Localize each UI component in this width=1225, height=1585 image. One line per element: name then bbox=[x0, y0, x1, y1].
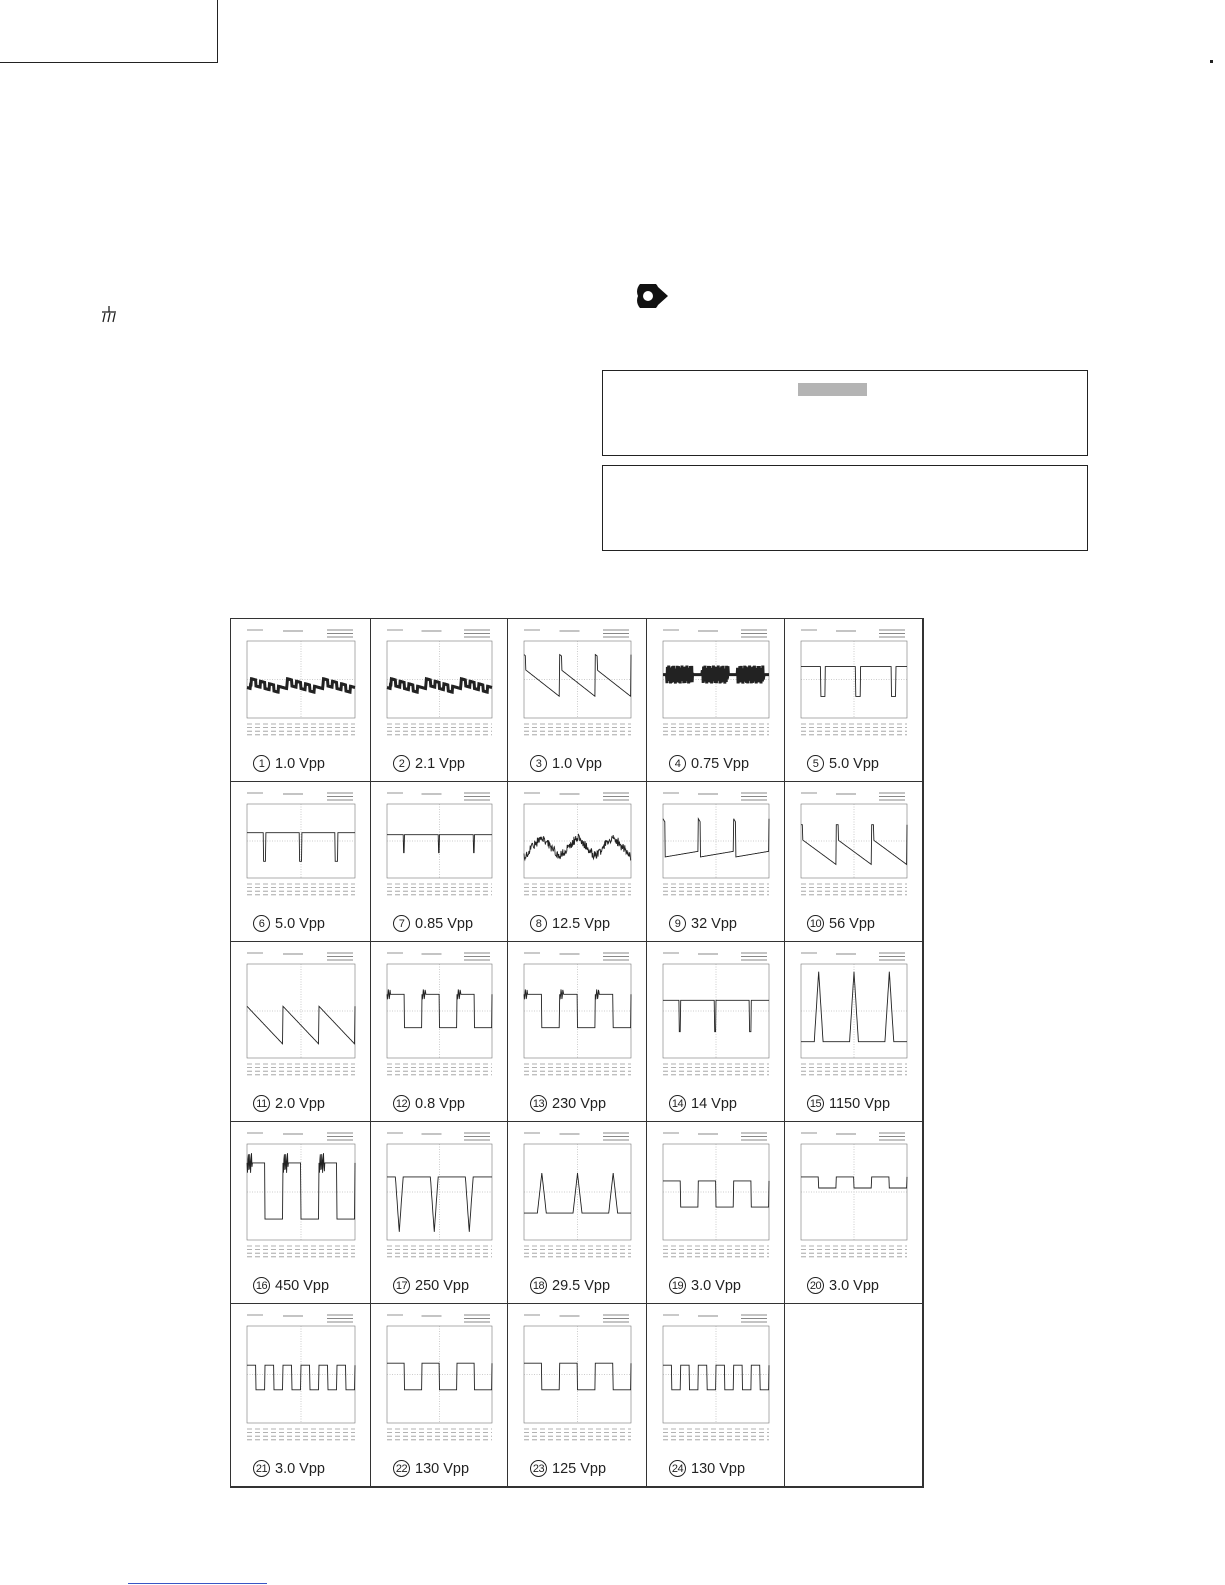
waveform-cell bbox=[371, 619, 508, 782]
waveform-caption bbox=[669, 1460, 745, 1477]
waveform-voltage: 250 Vpp bbox=[415, 1277, 470, 1294]
waveform-number: 1 bbox=[253, 755, 270, 772]
waveform-voltage: 2.1 Vpp bbox=[415, 755, 465, 772]
waveform-voltage: 130 Vpp bbox=[691, 1460, 746, 1477]
oscilloscope-screen bbox=[795, 1130, 913, 1262]
waveform-number: 14 bbox=[669, 1095, 686, 1112]
oscilloscope-screen bbox=[381, 1130, 498, 1262]
waveform-number: 8 bbox=[530, 915, 547, 932]
corner-mark bbox=[1210, 60, 1213, 63]
oscilloscope-screen bbox=[241, 1130, 361, 1262]
waveform-number: 21 bbox=[253, 1460, 270, 1477]
oscilloscope-screen bbox=[657, 1312, 775, 1445]
waveform-voltage: 3.0 Vpp bbox=[275, 1460, 325, 1477]
waveform-caption bbox=[253, 1460, 325, 1477]
waveform-number: 13 bbox=[530, 1095, 547, 1112]
oscilloscope-screen bbox=[381, 1312, 498, 1445]
waveform-number: 7 bbox=[393, 915, 410, 932]
waveform-caption bbox=[253, 755, 325, 772]
waveform-number: 20 bbox=[807, 1277, 824, 1294]
oscilloscope-screen bbox=[241, 950, 361, 1080]
waveform-cell bbox=[785, 942, 923, 1122]
waveform-cell bbox=[647, 1122, 785, 1304]
waveform-voltage: 0.85 Vpp bbox=[415, 915, 474, 932]
waveform-number: 18 bbox=[530, 1277, 547, 1294]
waveform-caption bbox=[807, 915, 875, 932]
waveform-number: 16 bbox=[253, 1277, 270, 1294]
waveform-caption bbox=[530, 755, 602, 772]
waveform-caption bbox=[393, 755, 465, 772]
oscilloscope-screen bbox=[381, 790, 498, 900]
oscilloscope-screen bbox=[657, 790, 775, 900]
waveform-cell bbox=[647, 1304, 785, 1487]
oscilloscope-screen bbox=[241, 790, 361, 900]
waveform-table bbox=[230, 618, 924, 1488]
waveform-number: 11 bbox=[253, 1095, 270, 1112]
waveform-caption bbox=[530, 915, 610, 932]
waveform-cell bbox=[785, 782, 923, 942]
oscilloscope-screen bbox=[241, 627, 361, 740]
waveform-number: 6 bbox=[253, 915, 270, 932]
oscilloscope-screen bbox=[657, 627, 775, 740]
waveform-cell bbox=[647, 942, 785, 1122]
oscilloscope-screen bbox=[518, 950, 637, 1080]
waveform-cell bbox=[785, 619, 923, 782]
waveform-voltage: 130 Vpp bbox=[415, 1460, 470, 1477]
waveform-number: 2 bbox=[393, 755, 410, 772]
oscilloscope-screen bbox=[518, 1312, 637, 1445]
waveform-number: 12 bbox=[393, 1095, 410, 1112]
waveform-cell bbox=[508, 942, 647, 1122]
waveform-caption bbox=[253, 915, 325, 932]
waveform-voltage: 5.0 Vpp bbox=[829, 755, 879, 772]
oscilloscope-screen bbox=[381, 950, 498, 1080]
waveform-caption bbox=[530, 1277, 610, 1294]
waveform-cell bbox=[785, 1122, 923, 1304]
oscilloscope-screen bbox=[657, 1130, 775, 1262]
waveform-voltage: 125 Vpp bbox=[552, 1460, 607, 1477]
header-corner-box bbox=[0, 0, 218, 63]
waveform-number: 17 bbox=[393, 1277, 410, 1294]
waveform-number: 23 bbox=[530, 1460, 547, 1477]
oscilloscope-screen bbox=[241, 1312, 361, 1445]
waveform-voltage: 12.5 Vpp bbox=[552, 915, 611, 932]
oscilloscope-screen bbox=[381, 627, 498, 740]
waveform-voltage: 29.5 Vpp bbox=[552, 1277, 611, 1294]
waveform-caption bbox=[669, 1095, 737, 1112]
waveform-cell bbox=[508, 782, 647, 942]
waveform-number: 22 bbox=[393, 1460, 410, 1477]
waveform-number: 3 bbox=[530, 755, 547, 772]
waveform-caption bbox=[253, 1277, 329, 1294]
waveform-voltage: 2.0 Vpp bbox=[275, 1095, 325, 1112]
waveform-caption bbox=[807, 1095, 890, 1112]
note-box-bottom bbox=[602, 465, 1088, 551]
waveform-caption bbox=[807, 755, 879, 772]
waveform-voltage: 32 Vpp bbox=[691, 915, 737, 932]
oscilloscope-screen bbox=[518, 627, 637, 740]
waveform-voltage: 1150 Vpp bbox=[829, 1095, 891, 1112]
waveform-caption bbox=[669, 1277, 741, 1294]
empty-cell bbox=[785, 1304, 923, 1487]
waveform-voltage: 14 Vpp bbox=[691, 1095, 737, 1112]
pointer-icon bbox=[636, 284, 670, 308]
oscilloscope-screen bbox=[518, 790, 637, 900]
waveform-voltage: 230 Vpp bbox=[552, 1095, 607, 1112]
waveform-cell bbox=[231, 619, 371, 782]
waveform-cell bbox=[231, 1122, 371, 1304]
oscilloscope-screen bbox=[795, 950, 913, 1080]
waveform-voltage: 56 Vpp bbox=[829, 915, 875, 932]
waveform-cell bbox=[231, 782, 371, 942]
waveform-cell bbox=[508, 1304, 647, 1487]
waveform-caption bbox=[393, 915, 473, 932]
oscilloscope-screen bbox=[657, 950, 775, 1080]
waveform-voltage: 1.0 Vpp bbox=[275, 755, 325, 772]
waveform-voltage: 450 Vpp bbox=[275, 1277, 330, 1294]
waveform-number: 15 bbox=[807, 1095, 824, 1112]
highlight-mark bbox=[798, 383, 867, 396]
waveform-voltage: 0.8 Vpp bbox=[415, 1095, 465, 1112]
waveform-number: 9 bbox=[669, 915, 686, 932]
waveform-number: 24 bbox=[669, 1460, 686, 1477]
oscilloscope-screen bbox=[795, 790, 913, 900]
waveform-caption bbox=[393, 1277, 469, 1294]
waveform-voltage: 3.0 Vpp bbox=[829, 1277, 879, 1294]
oscilloscope-screen bbox=[518, 1130, 637, 1262]
waveform-cell bbox=[231, 942, 371, 1122]
waveform-caption bbox=[253, 1095, 325, 1112]
waveform-cell bbox=[647, 619, 785, 782]
footer-link-underline bbox=[128, 1583, 267, 1584]
waveform-number: 4 bbox=[669, 755, 686, 772]
oscilloscope-screen bbox=[795, 627, 913, 740]
waveform-caption bbox=[669, 915, 737, 932]
waveform-cell bbox=[508, 619, 647, 782]
waveform-caption bbox=[669, 755, 749, 772]
waveform-cell bbox=[371, 1304, 508, 1487]
waveform-number: 10 bbox=[807, 915, 824, 932]
waveform-number: 19 bbox=[669, 1277, 686, 1294]
waveform-cell bbox=[231, 1304, 371, 1487]
waveform-caption bbox=[530, 1460, 606, 1477]
waveform-caption bbox=[393, 1460, 469, 1477]
ground-symbol-icon bbox=[101, 306, 117, 324]
waveform-voltage: 0.75 Vpp bbox=[691, 755, 750, 772]
waveform-cell bbox=[508, 1122, 647, 1304]
waveform-number: 5 bbox=[807, 755, 824, 772]
waveform-voltage: 3.0 Vpp bbox=[691, 1277, 741, 1294]
waveform-voltage: 5.0 Vpp bbox=[275, 915, 325, 932]
waveform-cell bbox=[647, 782, 785, 942]
waveform-caption bbox=[807, 1277, 879, 1294]
waveform-voltage: 1.0 Vpp bbox=[552, 755, 602, 772]
waveform-cell bbox=[371, 942, 508, 1122]
waveform-cell bbox=[371, 782, 508, 942]
note-box-top bbox=[602, 370, 1088, 456]
waveform-caption bbox=[393, 1095, 465, 1112]
waveform-cell bbox=[371, 1122, 508, 1304]
waveform-caption bbox=[530, 1095, 606, 1112]
